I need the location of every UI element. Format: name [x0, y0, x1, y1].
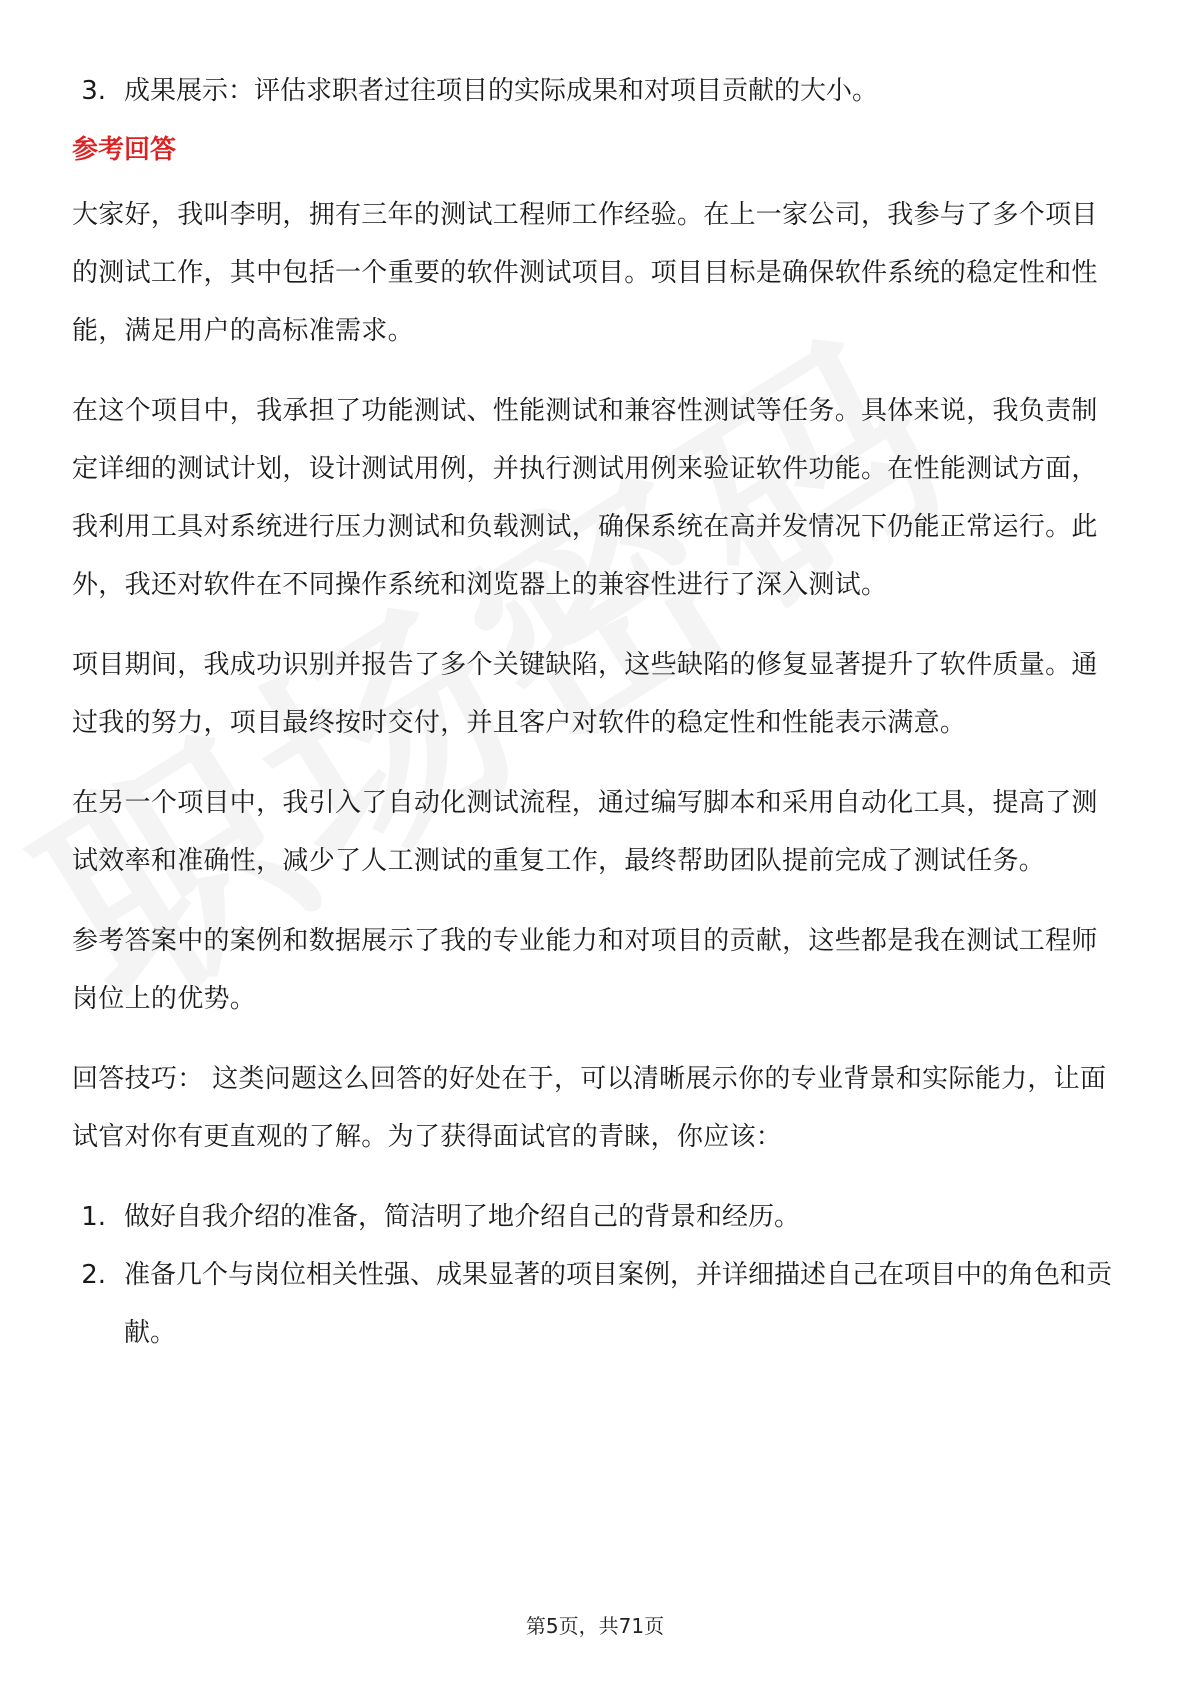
list-item-text: 准备几个与岗位相关性强、成果显著的项目案例，并详细描述自己在项目中的角色和贡献。: [124, 1260, 1113, 1348]
tips-list: [72, 1188, 1122, 1362]
section-title: 参考回答: [72, 135, 177, 165]
list-item: [72, 1188, 1122, 1246]
list-item-text: 成果展示：评估求职者过往项目的实际成果和对项目贡献的大小。: [124, 76, 879, 106]
list-item-text: 做好自我介绍的准备，简洁明了地介绍自己的背景和经历。: [124, 1202, 801, 1232]
document-body: [72, 62, 1122, 1362]
list-item-number: 3.: [81, 76, 106, 106]
top-list: [72, 62, 1122, 120]
list-item: [72, 1246, 1122, 1362]
paragraph: 在另一个项目中，我引入了自动化测试流程，通过编写脚本和采用自动化工具，提高了测试效率和准确性，减少了人工测试的重复工作，最终帮助团队提前完成了测试任务。: [72, 788, 1098, 876]
paragraph: 参考答案中的案例和数据展示了我的专业能力和对项目的贡献，这些都是我在测试工程师岗位上的优势。: [72, 926, 1098, 1014]
paragraph: 大家好，我叫李明，拥有三年的测试工程师工作经验。在上一家公司，我参与了多个项目的测试工作，其中包括一个重要的软件测试项目。项目目标是确保软件系统的稳定性和性能，满足用户的高标准需求。: [72, 200, 1098, 346]
list-item-number: 1.: [81, 1202, 106, 1232]
paragraph: 回答技巧： 这类问题这么回答的好处在于，可以清晰展示你的专业背景和实际能力，让面试官对你有更直观的了解。为了获得面试官的青睐，你应该：: [72, 1064, 1107, 1152]
list-item: [72, 62, 1122, 120]
page-footer: 第5页，共71页: [525, 1614, 665, 1638]
paragraph: 在这个项目中，我承担了功能测试、性能测试和兼容性测试等任务。具体来说，我负责制定详细的测试计划，设计测试用例，并执行测试用例来验证软件功能。在性能测试方面，我利用工具对系统进行压力测试和负载测试，确保系统在高并发情况下仍能正常运行。此外，我还对软件在不同操作系统和浏览器上的兼容性进行了深入测试。: [72, 396, 1098, 600]
list-item-number: 2.: [81, 1260, 106, 1290]
paragraph: 项目期间，我成功识别并报告了多个关键缺陷，这些缺陷的修复显著提升了软件质量。通过我的努力，项目最终按时交付，并且客户对软件的稳定性和性能表示满意。: [72, 650, 1098, 738]
